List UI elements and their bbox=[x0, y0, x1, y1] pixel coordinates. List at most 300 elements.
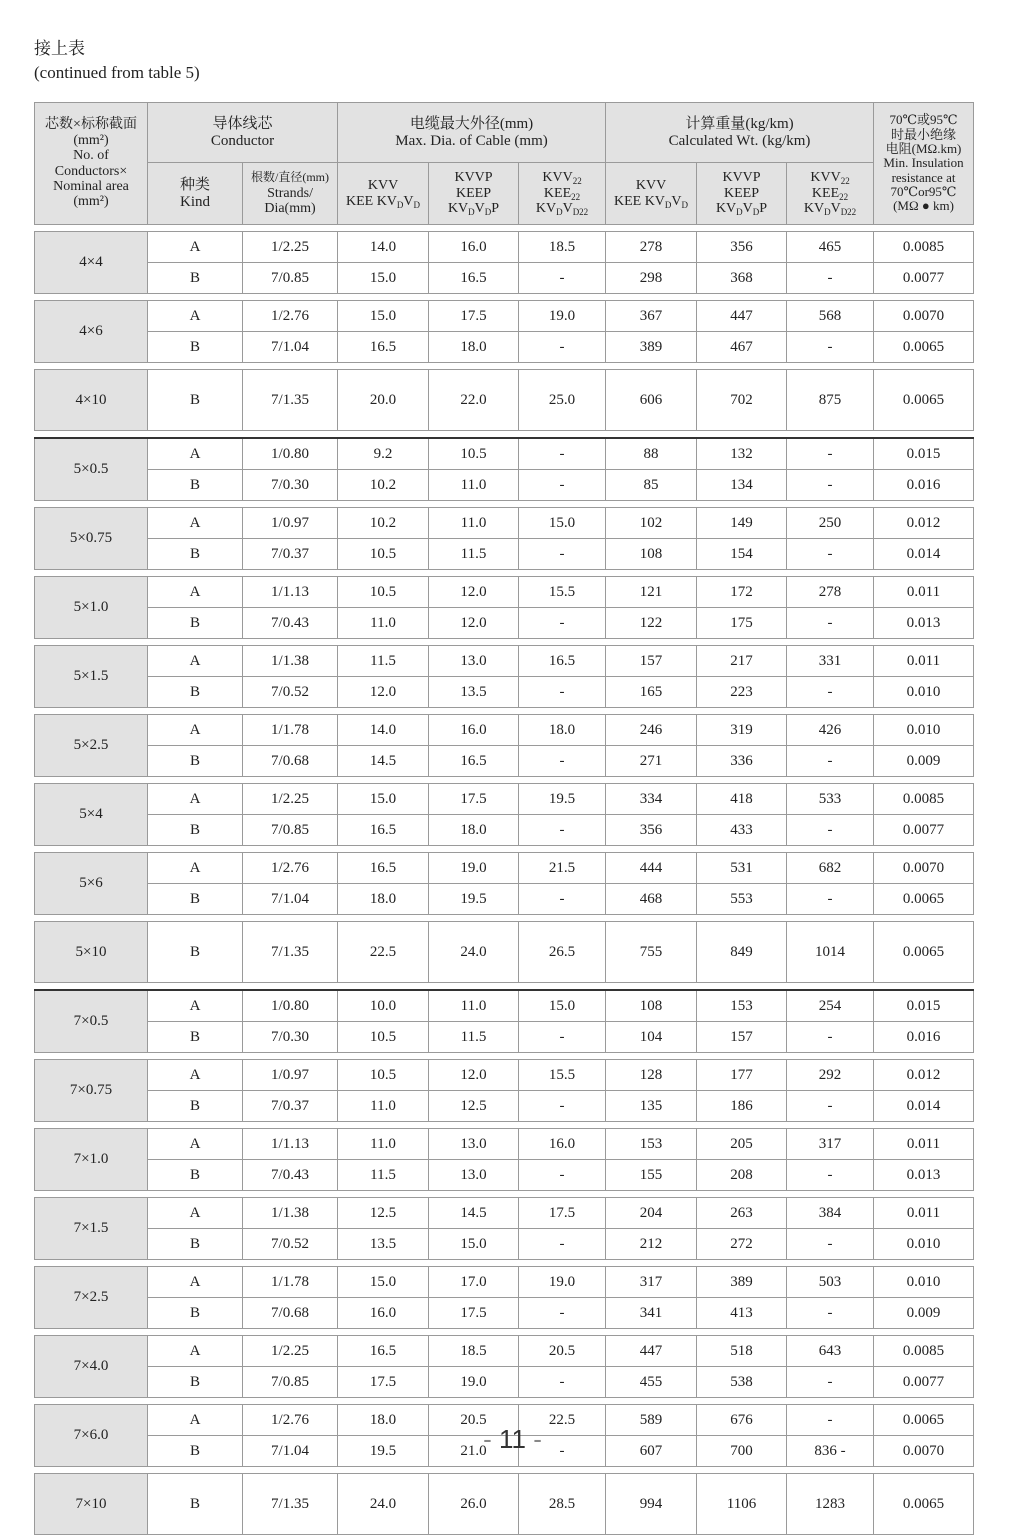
table-row bbox=[35, 1129, 974, 1160]
table-cell: 0.0077 bbox=[874, 815, 974, 846]
table-cell: 157 bbox=[697, 1022, 787, 1053]
cores-area-label: 7×4.0 bbox=[35, 1336, 148, 1398]
table-row bbox=[35, 884, 974, 915]
table-cell: - bbox=[519, 1367, 606, 1398]
table-cell: 208 bbox=[697, 1160, 787, 1191]
table-cell: 15.0 bbox=[429, 1229, 519, 1260]
table-cell: 102 bbox=[606, 508, 697, 539]
table-cell: B bbox=[148, 539, 243, 570]
cores-area-label: 5×6 bbox=[35, 853, 148, 915]
row-spacer bbox=[35, 501, 974, 508]
caption-cn: 接上表 bbox=[34, 39, 85, 58]
header-max-dia: 电缆最大外径(mm) Max. Dia. of Cable (mm) bbox=[338, 103, 606, 163]
table-cell: 10.5 bbox=[338, 1060, 429, 1091]
table-cell: - bbox=[787, 608, 874, 639]
table-cell: 0.009 bbox=[874, 1298, 974, 1329]
caption-en: (continued from table 5) bbox=[34, 63, 200, 82]
table-cell: B bbox=[148, 1091, 243, 1122]
table-cell: B bbox=[148, 1298, 243, 1329]
table-cell: 0.010 bbox=[874, 715, 974, 746]
table-cell: 0.0065 bbox=[874, 332, 974, 363]
table-cell: 278 bbox=[606, 232, 697, 263]
table-cell: A bbox=[148, 715, 243, 746]
cores-area-label: 5×1.5 bbox=[35, 646, 148, 708]
table-cell: 16.0 bbox=[429, 232, 519, 263]
row-spacer-cell bbox=[35, 846, 974, 853]
table-cell: 331 bbox=[787, 646, 874, 677]
table-cell: - bbox=[519, 470, 606, 501]
table-cell: 1/2.76 bbox=[243, 853, 338, 884]
table-cell: 17.5 bbox=[429, 301, 519, 332]
table-cell: 16.5 bbox=[519, 646, 606, 677]
header-wt-kvv: KVV KEE $KV_DV_D$ bbox=[606, 163, 697, 225]
table-cell: 175 bbox=[697, 608, 787, 639]
header-dia-kvv22: $KVV_{22}$ $KEE_{22}$ $KV_DV_{D22}$ bbox=[519, 163, 606, 225]
table-cell: 15.0 bbox=[338, 1267, 429, 1298]
table-cell: 0.009 bbox=[874, 746, 974, 777]
table-cell: 246 bbox=[606, 715, 697, 746]
cores-area-label: 5×0.75 bbox=[35, 508, 148, 570]
table-cell: 11.0 bbox=[429, 990, 519, 1022]
table-cell: 682 bbox=[787, 853, 874, 884]
table-cell: 7/1.04 bbox=[243, 1436, 338, 1467]
table-cell: 25.0 bbox=[519, 370, 606, 431]
table-cell: - bbox=[519, 1436, 606, 1467]
table-cell: 292 bbox=[787, 1060, 874, 1091]
table-row bbox=[35, 1091, 974, 1122]
table-cell: A bbox=[148, 1336, 243, 1367]
table-row bbox=[35, 1367, 974, 1398]
table-cell: 21.5 bbox=[519, 853, 606, 884]
table-cell: 212 bbox=[606, 1229, 697, 1260]
table-cell: 7/0.85 bbox=[243, 815, 338, 846]
table-cell: 1/2.76 bbox=[243, 301, 338, 332]
table-cell: 7/0.37 bbox=[243, 1091, 338, 1122]
table-cell: 447 bbox=[606, 1336, 697, 1367]
table-cell: 368 bbox=[697, 263, 787, 294]
table-cell: 28.5 bbox=[519, 1474, 606, 1535]
table-cell: A bbox=[148, 990, 243, 1022]
table-cell: 7/0.30 bbox=[243, 470, 338, 501]
table-cell: 1/1.38 bbox=[243, 646, 338, 677]
table-cell: 16.5 bbox=[338, 1336, 429, 1367]
table-cell: 7/1.35 bbox=[243, 370, 338, 431]
table-cell: 16.5 bbox=[429, 263, 519, 294]
table-cell: 18.0 bbox=[338, 1405, 429, 1436]
table-cell: - bbox=[519, 332, 606, 363]
cores-area-label: 7×1.5 bbox=[35, 1198, 148, 1260]
table-cell: 7/0.85 bbox=[243, 1367, 338, 1398]
table-cell: 13.0 bbox=[429, 1160, 519, 1191]
header-wt-kvvp: KVVP KEEP $KV_DV_DP$ bbox=[697, 163, 787, 225]
row-spacer-cell bbox=[35, 639, 974, 646]
table-cell: B bbox=[148, 815, 243, 846]
row-spacer-cell bbox=[35, 1467, 974, 1474]
table-cell: B bbox=[148, 1022, 243, 1053]
table-cell: 538 bbox=[697, 1367, 787, 1398]
table-cell: 0.0065 bbox=[874, 922, 974, 983]
header-insulation: 70℃或95℃ 时最小绝缘 电阻(MΩ.km) Min. Insulation resistance at 70℃or95℃ (MΩ ● km) bbox=[874, 103, 974, 225]
table-row bbox=[35, 1198, 974, 1229]
table-row bbox=[35, 815, 974, 846]
table-row bbox=[35, 646, 974, 677]
table-cell: A bbox=[148, 1198, 243, 1229]
table-row bbox=[35, 1022, 974, 1053]
table-cell: 128 bbox=[606, 1060, 697, 1091]
table-cell: 16.5 bbox=[338, 853, 429, 884]
table-cell: 10.5 bbox=[338, 577, 429, 608]
table-cell: B bbox=[148, 746, 243, 777]
row-spacer bbox=[35, 225, 974, 232]
table-row bbox=[35, 677, 974, 708]
table-cell: 12.5 bbox=[338, 1198, 429, 1229]
table-cell: A bbox=[148, 784, 243, 815]
table-cell: A bbox=[148, 232, 243, 263]
table-cell: 433 bbox=[697, 815, 787, 846]
row-spacer-cell bbox=[35, 983, 974, 991]
table-cell: 18.0 bbox=[429, 815, 519, 846]
table-cell: 15.0 bbox=[338, 301, 429, 332]
row-spacer-cell bbox=[35, 294, 974, 301]
table-cell: 18.5 bbox=[429, 1336, 519, 1367]
table-cell: - bbox=[519, 677, 606, 708]
table-cell: 134 bbox=[697, 470, 787, 501]
table-cell: 24.0 bbox=[429, 922, 519, 983]
table-row bbox=[35, 853, 974, 884]
table-cell: - bbox=[787, 1160, 874, 1191]
table-cell: 389 bbox=[697, 1267, 787, 1298]
table-cell: - bbox=[787, 263, 874, 294]
table-cell: 384 bbox=[787, 1198, 874, 1229]
header-dia-kvv: KVV KEE $KV_DV_D$ bbox=[338, 163, 429, 225]
row-spacer bbox=[35, 1467, 974, 1474]
table-cell: - bbox=[787, 677, 874, 708]
table-cell: 153 bbox=[697, 990, 787, 1022]
table-cell: 12.0 bbox=[429, 1060, 519, 1091]
table-cell: 14.5 bbox=[429, 1198, 519, 1229]
table-cell: 19.0 bbox=[429, 853, 519, 884]
row-spacer-cell bbox=[35, 1122, 974, 1129]
table-cell: 0.016 bbox=[874, 470, 974, 501]
table-cell: - bbox=[519, 1022, 606, 1053]
table-cell: 465 bbox=[787, 232, 874, 263]
table-cell: 0.012 bbox=[874, 1060, 974, 1091]
row-spacer bbox=[35, 1398, 974, 1405]
table-row bbox=[35, 922, 974, 983]
header-conductor: 导体线芯 Conductor bbox=[148, 103, 338, 163]
table-cell: 11.5 bbox=[338, 646, 429, 677]
table-cell: A bbox=[148, 438, 243, 470]
header-dia-kvvp: KVVP KEEP $KV_DV_DP$ bbox=[429, 163, 519, 225]
table-cell: 1/0.97 bbox=[243, 1060, 338, 1091]
table-cell: A bbox=[148, 646, 243, 677]
table-cell: - bbox=[787, 746, 874, 777]
table-cell: A bbox=[148, 1405, 243, 1436]
table-cell: 12.0 bbox=[429, 577, 519, 608]
cores-area-label: 7×0.75 bbox=[35, 1060, 148, 1122]
table-cell: A bbox=[148, 301, 243, 332]
table-cell: 15.0 bbox=[338, 263, 429, 294]
row-spacer-cell bbox=[35, 915, 974, 922]
table-cell: - bbox=[787, 884, 874, 915]
table-cell: 0.0065 bbox=[874, 884, 974, 915]
row-spacer bbox=[35, 1260, 974, 1267]
table-cell: 0.0085 bbox=[874, 1336, 974, 1367]
table-cell: 12.5 bbox=[429, 1091, 519, 1122]
header-calc-wt: 计算重量(kg/km) Calculated Wt. (kg/km) bbox=[606, 103, 874, 163]
table-cell: 24.0 bbox=[338, 1474, 429, 1535]
table-cell: 11.0 bbox=[429, 508, 519, 539]
table-cell: 0.013 bbox=[874, 608, 974, 639]
table-cell: - bbox=[787, 539, 874, 570]
table-cell: 108 bbox=[606, 539, 697, 570]
cores-area-label: 7×0.5 bbox=[35, 990, 148, 1053]
table-cell: 589 bbox=[606, 1405, 697, 1436]
row-spacer-cell bbox=[35, 1053, 974, 1060]
table-cell: - bbox=[519, 539, 606, 570]
header-wt-kvv22: $KVV_{22}$ $KEE_{22}$ $KV_DV_{D22}$ bbox=[787, 163, 874, 225]
table-row bbox=[35, 990, 974, 1022]
table-cell: 16.5 bbox=[429, 746, 519, 777]
table-cell: 15.0 bbox=[338, 784, 429, 815]
table-cell: 153 bbox=[606, 1129, 697, 1160]
table-cell: B bbox=[148, 922, 243, 983]
table-cell: 18.0 bbox=[519, 715, 606, 746]
page-number: - 11 - bbox=[483, 1424, 542, 1454]
table-cell: - bbox=[519, 815, 606, 846]
table-row bbox=[35, 263, 974, 294]
table-cell: 7/0.30 bbox=[243, 1022, 338, 1053]
cable-spec-table bbox=[34, 102, 974, 1535]
table-cell: 553 bbox=[697, 884, 787, 915]
table-cell: 12.0 bbox=[338, 677, 429, 708]
table-cell: A bbox=[148, 577, 243, 608]
table-cell: - bbox=[787, 1229, 874, 1260]
table-cell: 367 bbox=[606, 301, 697, 332]
table-cell: 317 bbox=[606, 1267, 697, 1298]
row-spacer-cell bbox=[35, 431, 974, 439]
table-cell: 154 bbox=[697, 539, 787, 570]
table-cell: 7/1.04 bbox=[243, 332, 338, 363]
table-cell: 7/0.68 bbox=[243, 746, 338, 777]
table-row bbox=[35, 577, 974, 608]
table-cell: 10.5 bbox=[338, 1022, 429, 1053]
table-cell: 0.0065 bbox=[874, 1405, 974, 1436]
table-cell: 356 bbox=[606, 815, 697, 846]
table-cell: - bbox=[787, 1022, 874, 1053]
table-cell: 9.2 bbox=[338, 438, 429, 470]
table-cell: 13.5 bbox=[429, 677, 519, 708]
table-cell: 10.5 bbox=[338, 539, 429, 570]
table-cell: 607 bbox=[606, 1436, 697, 1467]
table-cell: - bbox=[519, 608, 606, 639]
table-cell: 18.0 bbox=[429, 332, 519, 363]
table-cell: 336 bbox=[697, 746, 787, 777]
table-cell: - bbox=[519, 263, 606, 294]
table-cell: 15.5 bbox=[519, 577, 606, 608]
row-spacer-cell bbox=[35, 1260, 974, 1267]
table-cell: - bbox=[519, 884, 606, 915]
row-spacer bbox=[35, 777, 974, 784]
table-cell: 0.0085 bbox=[874, 784, 974, 815]
table-row bbox=[35, 1267, 974, 1298]
table-cell: 11.0 bbox=[429, 470, 519, 501]
table-cell: 14.0 bbox=[338, 715, 429, 746]
row-spacer-cell bbox=[35, 501, 974, 508]
row-spacer bbox=[35, 708, 974, 715]
table-cell: 11.0 bbox=[338, 1129, 429, 1160]
table-cell: - bbox=[787, 470, 874, 501]
table-cell: 13.0 bbox=[429, 646, 519, 677]
table-cell: 1/1.38 bbox=[243, 1198, 338, 1229]
row-spacer-cell bbox=[35, 363, 974, 370]
table-cell: B bbox=[148, 677, 243, 708]
row-spacer bbox=[35, 1329, 974, 1336]
table-cell: 263 bbox=[697, 1198, 787, 1229]
table-cell: 13.0 bbox=[429, 1129, 519, 1160]
table-cell: 18.5 bbox=[519, 232, 606, 263]
table-cell: - bbox=[519, 438, 606, 470]
table-cell: 0.015 bbox=[874, 990, 974, 1022]
table-cell: 157 bbox=[606, 646, 697, 677]
table-cell: 568 bbox=[787, 301, 874, 332]
table-cell: 1/2.25 bbox=[243, 784, 338, 815]
table-cell: 606 bbox=[606, 370, 697, 431]
cores-area-label: 5×4 bbox=[35, 784, 148, 846]
row-spacer bbox=[35, 294, 974, 301]
table-cell: 17.5 bbox=[338, 1367, 429, 1398]
table-cell: 15.0 bbox=[519, 508, 606, 539]
table-cell: 0.0070 bbox=[874, 1436, 974, 1467]
table-cell: 676 bbox=[697, 1405, 787, 1436]
cores-area-label: 5×1.0 bbox=[35, 577, 148, 639]
table-cell: 104 bbox=[606, 1022, 697, 1053]
table-row bbox=[35, 746, 974, 777]
table-cell: 455 bbox=[606, 1367, 697, 1398]
header-cores: 芯数×标称截面(mm²) No. of Conductors× Nominal area (mm²) bbox=[35, 103, 148, 225]
table-cell: 0.011 bbox=[874, 646, 974, 677]
table-cell: 875 bbox=[787, 370, 874, 431]
table-cell: 0.016 bbox=[874, 1022, 974, 1053]
table-cell: 700 bbox=[697, 1436, 787, 1467]
table-cell: 0.0070 bbox=[874, 301, 974, 332]
table-row bbox=[35, 438, 974, 470]
table-cell: 447 bbox=[697, 301, 787, 332]
table-cell: 16.0 bbox=[519, 1129, 606, 1160]
table-cell: 172 bbox=[697, 577, 787, 608]
table-cell: 849 bbox=[697, 922, 787, 983]
table-cell: 7/0.43 bbox=[243, 1160, 338, 1191]
table-cell: 122 bbox=[606, 608, 697, 639]
row-spacer bbox=[35, 431, 974, 439]
table-cell: 702 bbox=[697, 370, 787, 431]
table-cell: 20.5 bbox=[429, 1405, 519, 1436]
row-spacer bbox=[35, 1191, 974, 1198]
table-cell: 426 bbox=[787, 715, 874, 746]
table-cell: 135 bbox=[606, 1091, 697, 1122]
row-spacer-cell bbox=[35, 708, 974, 715]
table-cell: 0.012 bbox=[874, 508, 974, 539]
table-cell: B bbox=[148, 1229, 243, 1260]
table-cell: 7/0.37 bbox=[243, 539, 338, 570]
table-cell: 518 bbox=[697, 1336, 787, 1367]
table-row bbox=[35, 1060, 974, 1091]
table-cell: 1/0.80 bbox=[243, 438, 338, 470]
table-cell: 155 bbox=[606, 1160, 697, 1191]
table-row bbox=[35, 1229, 974, 1260]
table-row bbox=[35, 301, 974, 332]
row-spacer bbox=[35, 983, 974, 991]
table-cell: 389 bbox=[606, 332, 697, 363]
table-cell: 21.0 bbox=[429, 1436, 519, 1467]
cores-area-label: 7×10 bbox=[35, 1474, 148, 1535]
table-cell: 22.5 bbox=[338, 922, 429, 983]
table-cell: 1/2.25 bbox=[243, 232, 338, 263]
table-cell: 22.0 bbox=[429, 370, 519, 431]
cores-area-label: 5×2.5 bbox=[35, 715, 148, 777]
table-row bbox=[35, 1298, 974, 1329]
table-cell: - bbox=[787, 332, 874, 363]
table-cell: B bbox=[148, 1436, 243, 1467]
cores-area-label: 5×0.5 bbox=[35, 438, 148, 501]
table-cell: 1/2.25 bbox=[243, 1336, 338, 1367]
table-cell: 17.5 bbox=[429, 1298, 519, 1329]
table-cell: 14.5 bbox=[338, 746, 429, 777]
table-cell: 17.5 bbox=[429, 784, 519, 815]
table-cell: 10.0 bbox=[338, 990, 429, 1022]
table-cell: A bbox=[148, 853, 243, 884]
table-cell: 19.5 bbox=[519, 784, 606, 815]
table-cell: 7/0.52 bbox=[243, 1229, 338, 1260]
table-cell: - bbox=[519, 1298, 606, 1329]
table-cell: 7/0.52 bbox=[243, 677, 338, 708]
cores-area-label: 7×2.5 bbox=[35, 1267, 148, 1329]
table-cell: 205 bbox=[697, 1129, 787, 1160]
table-cell: 334 bbox=[606, 784, 697, 815]
cores-area-label: 4×4 bbox=[35, 232, 148, 294]
row-spacer bbox=[35, 846, 974, 853]
table-cell: 11.0 bbox=[338, 1091, 429, 1122]
table-row bbox=[35, 1474, 974, 1535]
table-cell: 319 bbox=[697, 715, 787, 746]
table-cell: B bbox=[148, 1474, 243, 1535]
table-cell: - bbox=[787, 1298, 874, 1329]
table-cell: B bbox=[148, 884, 243, 915]
table-cell: 7/1.35 bbox=[243, 922, 338, 983]
table-cell: 18.0 bbox=[338, 884, 429, 915]
row-spacer-cell bbox=[35, 1398, 974, 1405]
table-cell: 16.0 bbox=[338, 1298, 429, 1329]
table-row bbox=[35, 1160, 974, 1191]
table-cell: 11.5 bbox=[429, 539, 519, 570]
header-kind: 种类 Kind bbox=[148, 163, 243, 225]
table-cell: 341 bbox=[606, 1298, 697, 1329]
table-cell: 12.0 bbox=[429, 608, 519, 639]
table-cell: 15.0 bbox=[519, 990, 606, 1022]
table-cell: 0.014 bbox=[874, 1091, 974, 1122]
table-cell: 0.015 bbox=[874, 438, 974, 470]
table-cell: 108 bbox=[606, 990, 697, 1022]
table-cell: 149 bbox=[697, 508, 787, 539]
table-cell: 7/1.35 bbox=[243, 1474, 338, 1535]
table-cell: 19.0 bbox=[519, 1267, 606, 1298]
table-cell: B bbox=[148, 263, 243, 294]
table-row bbox=[35, 784, 974, 815]
table-cell: - bbox=[787, 1405, 874, 1436]
table-row bbox=[35, 470, 974, 501]
table-cell: 533 bbox=[787, 784, 874, 815]
table-cell: 19.5 bbox=[429, 884, 519, 915]
